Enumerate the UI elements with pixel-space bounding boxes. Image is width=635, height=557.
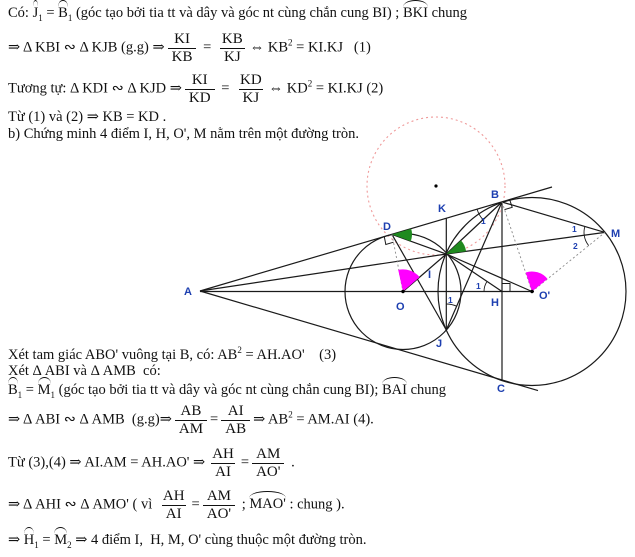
right-angle-at-D [384, 237, 393, 245]
label-O: O [396, 301, 405, 313]
dotted-radius-BO-prime [502, 202, 532, 292]
angle-hat: B [58, 5, 68, 21]
proof-line-4: Từ (1) và (2) ⇒ KB = KD . [8, 109, 167, 125]
angle-label-J1: 1 [448, 295, 453, 305]
label-C: C [497, 383, 505, 395]
angle-label-M1: 1 [572, 224, 577, 234]
angle-hat: BAI [382, 382, 407, 398]
angle-label-B1: 1 [481, 216, 486, 226]
proof-line-9: ⇒ Δ ABI ∾ Δ AMB (g.g)⇒ $\frac{AB}{AM}$ = $\frac{AI}{AB}$ ⇒ $AB^2 = AM.AI$ (4). [8, 403, 374, 437]
proof-line-7: Xét Δ ABI và Δ AMB có: [8, 363, 161, 379]
label-H: H [491, 297, 499, 309]
magenta-angle-BO-prime-M [526, 271, 548, 291]
fraction: $\frac{KB}{KJ}$ [221, 31, 243, 65]
angle-label-H1: 1 [476, 281, 481, 291]
label-M: M [611, 228, 621, 240]
fraction: $\frac{KI}{KB}$ [168, 31, 197, 65]
right-angle-at-H [502, 284, 510, 292]
fraction: $\frac{AH}{AI}$ [212, 446, 234, 480]
label-J: J [436, 338, 443, 350]
label-K: K [438, 203, 446, 215]
label-O-prime: O' [539, 290, 551, 302]
label-B: B [491, 189, 499, 201]
angle-hat: M [54, 532, 68, 548]
fraction: $\frac{AM}{AO'}$ [252, 446, 284, 480]
proof-line-12: ⇒ $H_1 = M_2$ ⇒ 4 điểm I, H, M, O' cùng thuộc một đường tròn. [8, 532, 367, 550]
fraction: $\frac{AI}{AB}$ [221, 403, 250, 437]
proof-line-1: Có: $J_1 = B_1$ (góc tạo bởi tia tt và dây và góc nt cùng chắn cung BI) ; BKI chung [8, 5, 467, 23]
fraction: $\frac{KD}{KJ}$ [240, 72, 262, 106]
angle-arc-M2 [584, 235, 589, 245]
proof-line-8: $B_1 = M_1$ (góc tạo bởi tia tt và dây và góc nt cùng chắn cung BI); BAI chung [8, 382, 447, 400]
proof-line-5: b) Chứng minh 4 điểm I, H, O', M nằm trên một đường tròn. [8, 126, 360, 142]
angle-hat: BKI [402, 5, 428, 21]
angle-hat: J [32, 5, 39, 21]
angle-arc-M1 [584, 226, 585, 235]
angle-hat: MAO' [249, 496, 286, 513]
fraction: $\frac{AM}{AO'}$ [203, 488, 235, 522]
proof-line-11: ⇒ Δ AHI ∾ Δ AMO' ( vì $\frac{AH}{AI}$ = $\frac{AM}{AO'}$ ; MAO' : chung ). [8, 488, 345, 522]
lower-tangent-AC [200, 291, 538, 391]
angle-arc-H1 [484, 281, 487, 291]
label-A: A [184, 286, 192, 298]
line-IH [446, 254, 502, 292]
proof-line-10: Từ (3),(4) ⇒ AI.AM = AH.AO' ⇒ $\frac{AH}{AI}$ = $\frac{AM}{AO'}$ . [8, 446, 295, 480]
fraction: $\frac{KI}{KD}$ [185, 72, 215, 106]
center-dot-O-prime [530, 290, 533, 293]
proof-line-2: ⇒ Δ KBI ∾ Δ KJB (g.g) ⇒ $\frac{KI}{KB}$ = $\frac{KB}{KJ}$ ⇔ $KB^2 = KI.KJ$ (1) [8, 31, 371, 65]
proof-line-6: Xét tam giác ABO' vuông tại B, có: $AB^2 = AH.AO'$ (3) [8, 345, 337, 363]
proof-line-3: Tương tự: Δ KDI ∾ Δ KJD ⇒ $\frac{KI}{KD}$ = $\frac{KD}{KJ}$ ⇔ $KD^2 = KI.KJ$ (2) [8, 72, 384, 106]
angle-hat: H [23, 532, 35, 548]
label-D: D [383, 221, 391, 233]
fraction: $\frac{AH}{AI}$ [162, 488, 185, 522]
angle-hat: B [8, 382, 18, 398]
angle-label-M2: 2 [573, 241, 578, 251]
center-dot-O [401, 290, 404, 293]
label-I: I [428, 269, 432, 281]
upper-tangent-ADKB [200, 187, 552, 291]
angle-hat: M [37, 382, 51, 398]
auxiliary-circle-center-dot [434, 184, 437, 187]
fraction: $\frac{AB}{AM}$ [175, 403, 207, 437]
